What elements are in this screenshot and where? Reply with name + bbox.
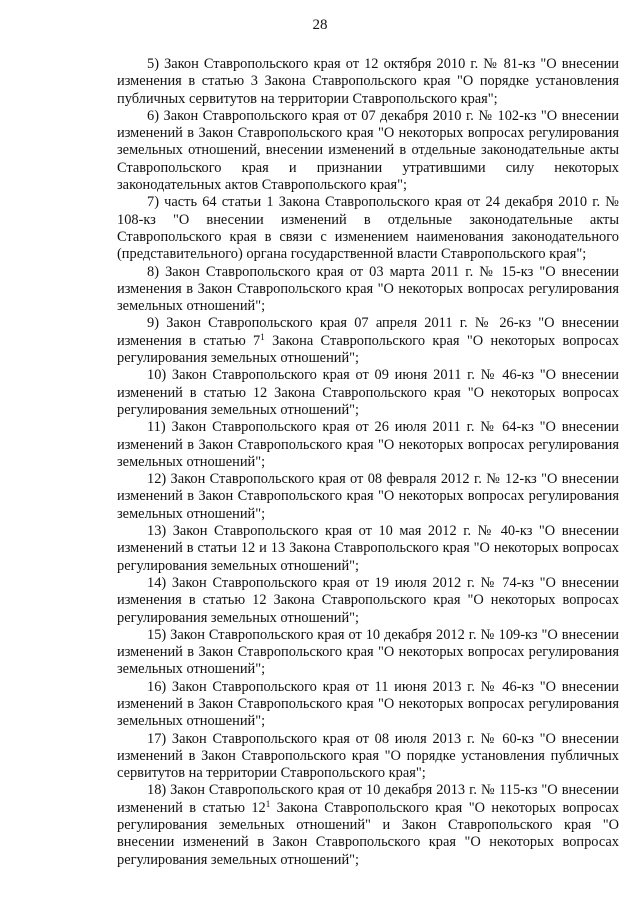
list-item-11: 11) Закон Ставропольского края от 26 июля 2011 г. № 64-кз "О внесении изменений в Закон Ставропольского края "О некоторых вопросах регулирования земельных отношений"; xyxy=(117,419,619,470)
list-item-9 xyxy=(117,315,619,367)
list-item-16: 16) Закон Ставропольского края от 11 июня 2013 г. № 46-кз "О внесении изменений в Закон Ставропольского края "О некоторых вопросах регулирования земельных отношений"; xyxy=(117,678,619,730)
list-item-10: 10) Закон Ставропольского края от 09 июня 2011 г. № 46-кз "О внесении изменений в статью 12 Закона Ставропольского края "О некоторых вопросах регулирования земельных отношений"; xyxy=(117,367,619,418)
list-item-14: 14) Закон Ставропольского края от 19 июля 2012 г. № 74-кз "О внесении изменения в статью 12 Закона Ставропольского края "О некоторых вопросах регулирования земельных отношений"; xyxy=(117,574,619,626)
list-item-17: 17) Закон Ставропольского края от 08 июля 2013 г. № 60-кз "О внесении изменений в Закон Ставропольского края "О порядке установления публичных сервитутов на территории Ставропольского края"; xyxy=(117,730,619,782)
list-item-12: 12) Закон Ставропольского края от 08 февраля 2012 г. № 12-кз "О внесении изменений в Закон Ставропольского края "О некоторых вопросах регулирования земельных отношений"; xyxy=(117,471,619,522)
list-item-6: 6) Закон Ставропольского края от 07 декабря 2010 г. № 102-кз "О внесении изменений в Закон Ставропольского края "О некоторых вопросах регулирования земельных отношений, внесении изменений в отдельные законодательные акты Ставропольского края и признании утратившими силу некоторых законодательных актов Ставропольского края"; xyxy=(117,107,619,194)
list-item-8: 8) Закон Ставропольского края от 03 марта 2011 г. № 15-кз "О внесении изменения в Закон Ставропольского края "О некоторых вопросах регулирования земельных отношений"; xyxy=(117,263,619,315)
list-item-5: 5) Закон Ставропольского края от 12 октября 2010 г. № 81-кз "О внесении изменения в статью 3 Закона Ставропольского края "О порядке установления публичных сервитутов на территории Ставропольского края"; xyxy=(117,56,619,107)
list-item-18-text-start: 18) Закон Ставропольского края от 10 декабря 2013 г. № 115-кз "О внесении изменений в статью 12 xyxy=(117,782,619,816)
list-item-9-superscript: 1 xyxy=(260,331,265,342)
list-item-9-text-end: Закона Ставропольского края "О некоторых вопросах регулирования земельных отношений"; xyxy=(117,332,619,367)
list-item-13: 13) Закон Ставропольского края от 10 мая 2012 г. № 40-кз "О внесении изменений в статьи 12 и 13 Закона Ставропольского края "О некоторых вопросах регулирования земельных отношений"; xyxy=(117,523,619,574)
list-item-9-text-start: 9) Закон Ставропольского края 07 апреля 2011 г. № 26-кз "О внесении изменения в статью 7 xyxy=(117,315,619,349)
list-item-18 xyxy=(117,782,619,868)
list-item-15: 15) Закон Ставропольского края от 10 декабря 2012 г. № 109-кз "О внесении изменений в Закон Ставропольского края "О некоторых вопросах регулирования земельных отношений"; xyxy=(117,626,619,678)
list-item-18-superscript: 1 xyxy=(265,798,271,809)
page-number: 28 xyxy=(312,17,328,33)
list-item-7: 7) часть 64 статьи 1 Закона Ставропольского края от 24 декабря 2010 г. № 108-кз "О внесении изменений в отдельные законодательные акты Ставропольского края в связи с изменением наименования законодательного (представительного) органа государственной власти Ставропольского края"; xyxy=(117,194,619,263)
list-item-18-text-end: Закона Ставропольского края "О некоторых вопросах регулирования земельных отношений" и Закон Ставропольского края "О внесении изменений в Закон Ставропольского края "О некоторых вопросах регулирования земельных отношений"; xyxy=(117,799,619,868)
document-body xyxy=(117,56,619,869)
